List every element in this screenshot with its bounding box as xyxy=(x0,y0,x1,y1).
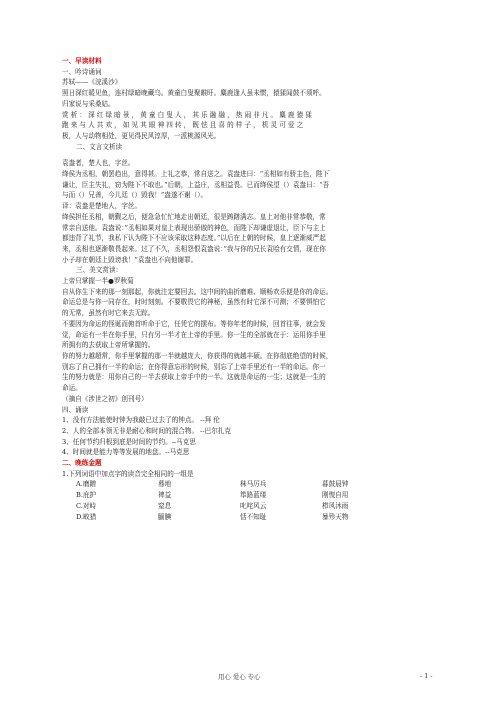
option-cell: 暴殄天物 xyxy=(322,512,349,521)
quote-item: 3、任何节约归根到底是时间的节约。--马克思 xyxy=(62,437,196,446)
section-title-evening-practice: 二、晚练金题 xyxy=(62,459,102,468)
option-cell: 筚路蓝缕 xyxy=(240,491,267,500)
option-cell: 叱咤风云 xyxy=(240,501,267,510)
essay-line: 别忘了自己拥有一半的命运；在你得意忘形的时候，别忘了上帝手里还有一半的命运。你一 xyxy=(62,362,326,371)
document-page xyxy=(62,56,446,522)
essay-line: 的无常，虽然有时它来去无踪。 xyxy=(62,309,155,318)
page-number: - 1 - xyxy=(420,672,433,680)
essay-source: （摘自《涉世之初》创刊号） xyxy=(62,394,148,403)
essay-line: 自从你生下来的那一刻那起，你就注定要回去。这中间的曲折磨难、顺畅欢乐便是你的命运。 xyxy=(62,287,333,296)
appreciation-line: 跑 来 与 人 共 欢 ， 如 见 其 眼 神 四 转 ， 既 怯 且 喜 的 样 子 ， 机 灵 可 爱 之 xyxy=(62,121,304,130)
appreciation-line: 极，人与动物相处，更见得民风淳厚，一派桃源风光。 xyxy=(62,131,221,140)
translation-line: 绛侯担任丞相，朝觐之后，便急急忙忙地走出朝廷，很是踌躇满志。皇上对他非常恭敬，常 xyxy=(62,212,326,221)
essay-line: 觉，命运有一半在你手里，只有另一半才在上帝的手里。你一生的全部就在于：运用你手里 xyxy=(62,330,326,339)
essay-line: 生的努力就是：用你自己的一半去获取上帝手中的一半。这就是命运的一生；这就是一生的 xyxy=(62,373,326,382)
essay-line: 命运。 xyxy=(62,384,82,393)
essay-line: 所拥有的去获取上帝所掌握的。 xyxy=(62,341,155,350)
option-cell: 窒息 xyxy=(158,501,172,510)
option-cell: 秣马厉兵 xyxy=(240,480,267,489)
appreciation-line: 赏 析 ： 深 红 绿 暗 景 ， 黄 童 白 叟 人 ， 其 乐 融 融 ， 热 闹 非 凡 。 麋 鹿 猿 猱 xyxy=(62,110,312,119)
essay-title: 上帝只掌握一半●罗秋菊 xyxy=(62,277,134,286)
quote-item: 2、人的全部本领无非是耐心和时间的混合物。 --巴尔扎克 xyxy=(62,426,231,435)
subsection-recite: 四、诵读 xyxy=(62,405,89,414)
quote-item: 4、时间就是能力等等发展的地盘。--马克思 xyxy=(62,448,190,457)
option-cell: 暮鼓晨钟 xyxy=(322,480,349,489)
poem-author-title: 苏轼——《浣溪沙》 xyxy=(62,78,122,87)
footer-slogan: 用心 爱心 专心 xyxy=(218,673,261,681)
option-row-d xyxy=(62,512,446,523)
translation-line: 常亲自送他。袁盎说：”丞相如果对皇上表现出骄傲的神色，而陛下却谦虚退让，臣下与主上 xyxy=(62,223,326,232)
classical-text-line: 袁盎者，楚人也，字丝。 xyxy=(62,159,135,168)
essay-line: 不要因为命运的怪诞而俯首听命于它，任凭它的摆布。等你年老的时候，回首往事，就会发 xyxy=(62,319,326,328)
translation-line: 都违背了礼节，我私下认为陛下不应该采取这种态度。”以后在上朝的时候，皇上逐渐威严起 xyxy=(62,234,326,243)
quote-item: 1、没有方法能使时钟为我敲已过去了的钟点。 --拜 伦 xyxy=(62,416,220,425)
translation-line: 来，丞相也逐渐敬畏起来。过了不久，丞相怨恨袁盎说：”我与你的兄长袁哙有交情，现在你 xyxy=(62,244,326,253)
poem-line: 归家说与采桑姑。 xyxy=(62,99,115,108)
subsection-classical: 二、文言文析读 xyxy=(76,142,123,151)
essay-line: 命运总是与你一同存在，时时刻刻。不要敬畏它的神秘，虽然有时它深不可测；不要惧怕它 xyxy=(62,298,326,307)
option-cell: B.庇护 xyxy=(76,491,97,500)
option-cell: 栉风沐雨 xyxy=(322,501,349,510)
subsection-poem: 一、吟诗诵词 xyxy=(62,67,102,76)
option-cell: A.磨蹭 xyxy=(76,480,97,489)
option-row-c xyxy=(62,501,446,512)
option-cell: 蓦地 xyxy=(158,480,172,489)
option-row-b xyxy=(62,490,446,501)
option-cell: 刚愎自用 xyxy=(322,491,349,500)
essay-line: 你的努力越超常，你手里掌握的那一半就越庞大，你获得的就越丰硕。在你彻底绝望的时候， xyxy=(62,351,333,360)
classical-text-line: 谦让，臣主失礼，窃为陛下不取也。”后朝，上益庄，丞相益畏。已而绛侯望（）袁盎曰：“吾 xyxy=(62,180,330,189)
option-cell: D.畋猎 xyxy=(76,512,97,521)
translation-line: 译：袁盎是楚地人，字丝。 xyxy=(62,202,142,211)
question-stem: 1.下列词语中加点字的读音完全相同的一组是 xyxy=(62,469,194,478)
option-cell: C.对峙 xyxy=(76,501,97,510)
translation-line: 小子却在朝廷上毁谤我！”袁盎也不向他谢罪。 xyxy=(62,255,198,264)
section-title-morning-reading: 一、早读材料 xyxy=(62,57,102,65)
option-cell: 裨益 xyxy=(158,491,172,500)
option-cell: 恬不知耻 xyxy=(240,512,267,521)
option-row-a xyxy=(62,479,446,490)
poem-line: 照日深红暖见鱼，连村绿暗晚藏乌。黄童白叟聚睢盱。麋鹿逢人虽未惯，猿猱闻鼓不须呼。 xyxy=(62,89,326,98)
classical-text-line: 与而（）兄善，今儿廷（）毁我！”盎遂不谢（）。 xyxy=(62,191,208,200)
subsection-essay: 三、美文赏读： xyxy=(76,266,123,275)
classical-text-line: 绛侯为丞相，朝罢趋出，意得甚。上礼之恭，常自送之。袁盎进曰：“丞相如有骄主色，陛下 xyxy=(62,170,330,179)
option-cell: 腼腆 xyxy=(158,512,172,521)
